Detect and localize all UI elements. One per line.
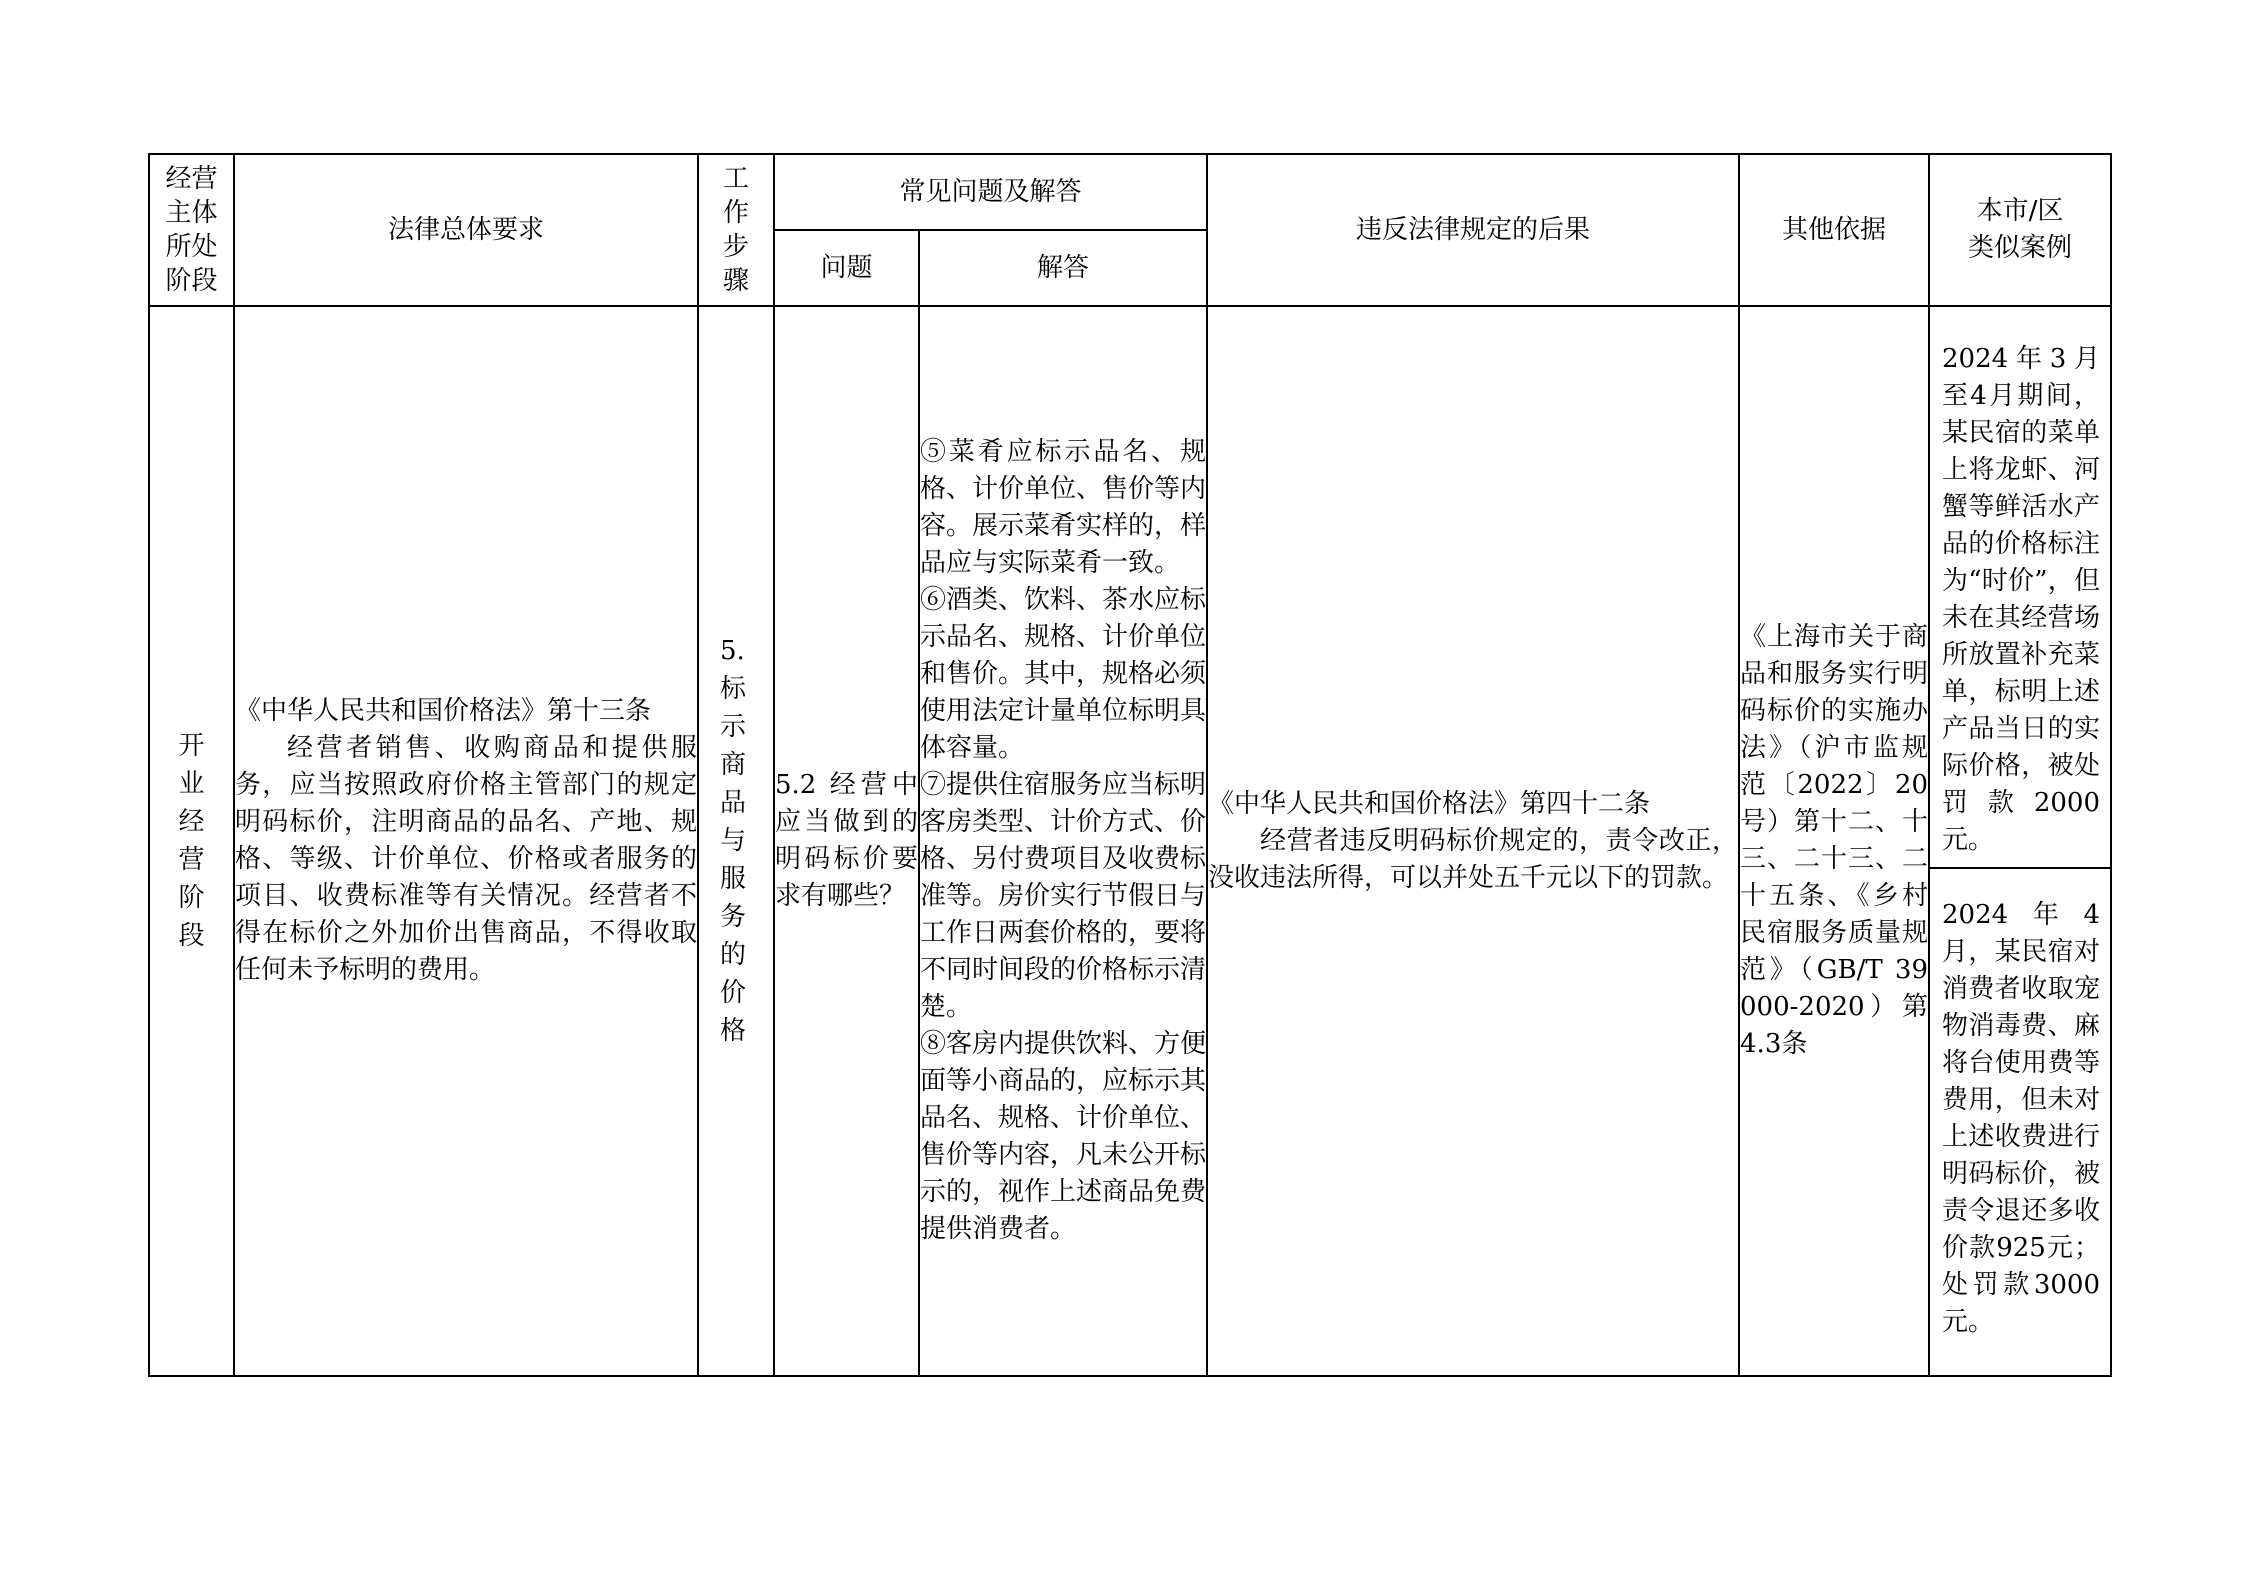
answer-item-8: ⑧客房内提供饮料、方便面等小商品的，应标示其品名、规格、计价单位、售价等内容，凡未公开标示的，视作上述商品免费提供消费者。 (920, 1029, 1207, 1244)
header-question: 问题 (774, 230, 919, 306)
header-cases (1929, 154, 2111, 306)
header-faq: 常见问题及解答 (774, 154, 1207, 230)
header-cases-line2: 类似案例 (1968, 233, 2073, 263)
answer-item-5: ⑤菜肴应标示品名、规格、计价单位、售价等内容。展示菜肴实样的，样品应与实际菜肴一致。 (920, 437, 1207, 578)
stage-text: 开业经营阶段 (178, 731, 205, 951)
header-stage: 经营主体所处阶段 (149, 154, 234, 306)
other-basis-text: 《上海市关于商品和服务实行明码标价的实施办法》（沪市监规范〔2022〕20号）第十二、十三、二十三、二十五条、《乡村民宿服务质量规范》（GB/T 39000-2020）第4.3条 (1740, 622, 1929, 1059)
question-text: 5.2 经营中应当做到的明码标价要求有哪些？ (775, 770, 918, 911)
header-cases-line1: 本市/区 (1976, 196, 2064, 226)
consequence-cell (1207, 306, 1739, 1376)
consequence-body: 经营者违反明码标价规定的，责令改正，没收违法所得，可以并处五千元以下的罚款。 (1208, 825, 1739, 893)
work-step-text: 5.标示商品与服务的价格 (720, 636, 747, 1046)
work-step-cell (698, 306, 774, 1376)
law-body: 经营者销售、收购商品和提供服务，应当按照政府价格主管部门的规定明码标价，注明商品的品名、产地、规格、等级、计价单位、价格或者服务的项目、收费标准等有关情况。经营者不得在标价之外加价出售商品，不得收取任何未予标明的费用。 (235, 733, 697, 985)
law-requirements-cell (234, 306, 698, 1376)
stage-cell (149, 306, 234, 1376)
header-other-basis: 其他依据 (1739, 154, 1929, 306)
answer-cell (919, 306, 1207, 1376)
answer-item-7: ⑦提供住宿服务应当标明客房类型、计价方式、价格、另付费项目及收费标准等。房价实行节假日与工作日两套价格的，要将不同时间段的价格标示清楚。 (920, 770, 1207, 1022)
case-2: 2024年4月，某民宿对消费者收取宠物消毒费、麻将台使用费等费用，但未对上述收费进行明码标价，被责令退还多收价款925元；处罚款3000元。 (1942, 900, 2101, 1337)
header-law-requirements: 法律总体要求 (234, 154, 698, 306)
answer-item-6: ⑥酒类、饮料、茶水应标示品名、规格、计价单位和售价。其中，规格必须使用法定计量单位标明具体容量。 (920, 585, 1207, 763)
header-work-step: 工作步骤 (698, 154, 774, 306)
header-consequence: 违反法律规定的后果 (1207, 154, 1739, 306)
header-answer: 解答 (919, 230, 1207, 306)
other-basis-cell (1739, 306, 1929, 1376)
law-title: 《中华人民共和国价格法》第十三条 (235, 696, 652, 726)
consequence-title: 《中华人民共和国价格法》第四十二条 (1208, 788, 1651, 819)
regulation-table (148, 153, 2112, 1377)
question-cell (774, 306, 919, 1376)
case-1: 2024年3月至4月期间，某民宿的菜单上将龙虾、河蟹等鲜活水产品的价格标注为“时价”，但未在其经营场所放置补充菜单，标明上述产品当日的实际价格，被处罚款2000元。 (1930, 341, 2110, 869)
cases-cell (1929, 306, 2111, 1376)
